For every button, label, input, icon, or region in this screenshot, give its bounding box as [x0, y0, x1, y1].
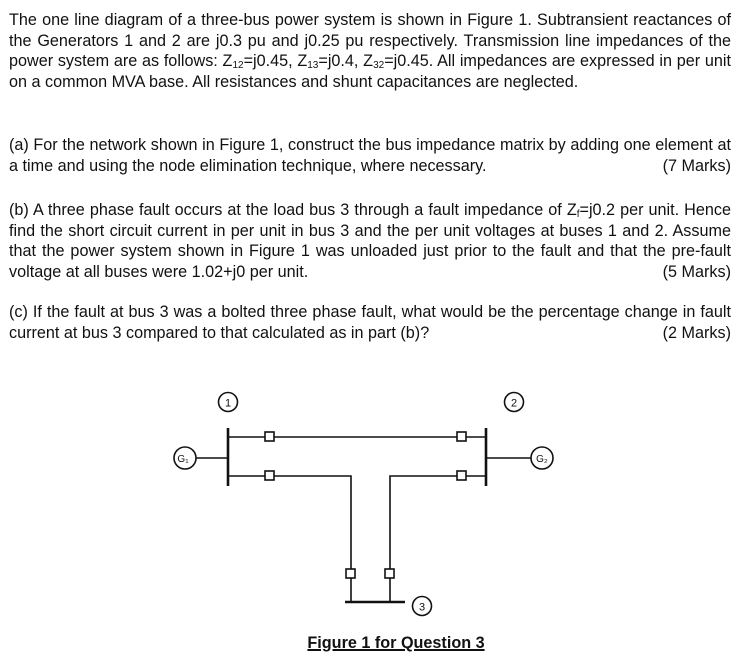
bus-2-label: 2 [510, 397, 518, 410]
question-part-c [9, 302, 731, 343]
z12-symbol: Z [222, 52, 233, 71]
figure-caption-text: Figure 1 for Question 3 [307, 634, 485, 652]
line-1-2 [228, 432, 486, 441]
generator-1-label: G₁ [177, 454, 189, 465]
problem-intro [9, 10, 731, 92]
part-a-text: (a) For the network shown in Figure 1, construct the bus impedance matrix by adding one element at a time and using the node elimination technique, where necessary. [9, 136, 731, 175]
part-c-marks: (2 Marks) [662, 323, 731, 342]
z12-subscript: 12 [232, 60, 244, 72]
question-part-b [9, 200, 731, 282]
bus-1-marker [219, 393, 238, 412]
part-a-marks: (7 Marks) [662, 156, 731, 175]
bus-3-marker [413, 597, 432, 616]
part-b-text-1: (b) A three phase fault occurs at the load bus 3 through a fault impedance of [9, 201, 567, 219]
one-line-diagram [0, 370, 740, 630]
generator-1 [174, 447, 228, 469]
breaker-1-2-a [265, 432, 274, 441]
breaker-2-3-b [385, 569, 394, 578]
zf-symbol: Z [566, 201, 577, 219]
line-1-3 [228, 471, 355, 602]
part-c-text: (c) If the fault at bus 3 was a bolted three phase fault, what would be the percentage change in fault current at bus 3 compared to that calculated as in part (b)? [9, 303, 731, 342]
intro-text: The one line diagram of a three-bus power system is shown in Figure 1. Subtransient reactances of the Generators 1 and 2 are j0.3 pu and j0.25 pu respectively. Transmission line impedances of the power system are as follows: [9, 11, 731, 71]
z32-subscript: 32 [373, 60, 385, 72]
generator-2-label: G₂ [536, 454, 548, 465]
breaker-2-3-a [457, 471, 466, 480]
bus-3-label: 3 [418, 601, 426, 614]
bus-2-marker [505, 393, 524, 412]
zf-subscript: f [576, 209, 580, 220]
bus-1-label: 1 [224, 397, 232, 410]
question-part-a [9, 135, 731, 176]
breaker-1-3-b [346, 569, 355, 578]
z12-value: =j0.45, [243, 52, 298, 71]
z13-value: =j0.4, [318, 52, 364, 71]
z13-symbol: Z [297, 52, 308, 71]
breaker-1-2-b [457, 432, 466, 441]
part-b-text-2: =j0.2 per unit. Hence find the short circuit current in per unit in bus 3 and the per unit voltages at buses 1 and 2. Assume that the power system shown in Figure 1 was unloaded just prior to the fault and that the pre-fault voltage at all buses were 1.02+j0 per unit. [9, 201, 731, 281]
z13-subscript: 13 [307, 60, 319, 72]
figure-caption [0, 634, 740, 653]
generator-2 [486, 447, 553, 469]
z32-symbol: Z [363, 52, 374, 71]
part-b-marks: (5 Marks) [662, 262, 731, 281]
line-2-3 [385, 471, 486, 602]
breaker-1-3-a [265, 471, 274, 480]
z32-value: =j0.45. All impedances are expressed in per unit on a common MVA base. All resistances and shunt capacitances are neglected. [9, 52, 731, 91]
